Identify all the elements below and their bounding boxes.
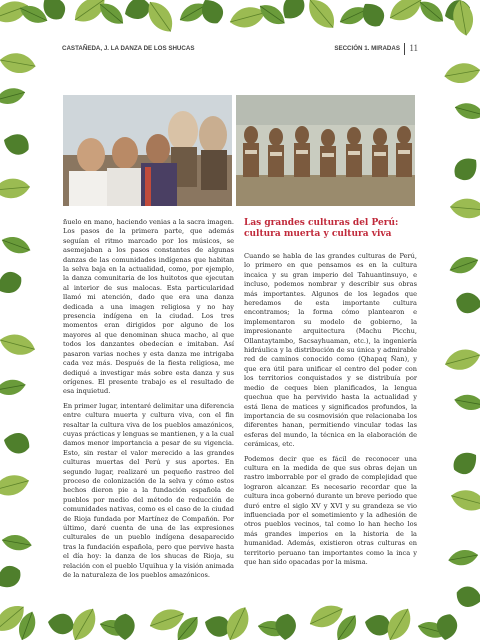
header-section: SECCIÓN 1. MIRADAS — [334, 45, 400, 52]
left-paragraph-2: En primer lugar, intentaré delimitar una diferencia entre cultura muerta y cultura viva, con el fin resaltar la cultura viva de los pueblos amazónicos, cuyas prácticas y lenguas se mantienen, y a la cual damos menor importancia a pesar de su vigencia. Esto, sin restar el valor merecido a las grandes culturas muertas del Perú y sus aportes. En segundo lugar, realizaré un pequeño rastreo del proceso de colonización de la selva y cómo estos hechos dieron pie a la fundación española de pueblos por medio del método de reducción de comunidades nativas, como es el caso de la ciudad de Rioja fundada por Martínez de Compañón. Por último, daré cuenta de una de las expresiones culturales de un pueblo indígena desaparecido tras la fundación española, pero que pervive hasta el día hoy: la danza de los shucas de Rioja, su relación con el pueblo Uquihua y la visión animada de la naturaleza de los pueblos amazónicos. — [63, 401, 234, 580]
section-heading-line-2: cultura muerta y cultura viva — [244, 229, 392, 239]
right-paragraph-2: Podemos decir que es fácil de reconocer una cultura en la medida de que sus obras dejan un rastro imborrable por el grado de complejidad que lograron alcanzar. Es necesario recordar que la cultura inca gobernó durante un breve periodo que duró entre el siglo XV y XVI y su grandeza se vio influenciada por el sometimiento y la adhesión de otros pueblos vecinos, tal como lo han hecho los más grandes imperios en la historia de la humanidad. Además, existieron otras culturas en territorio peruano tan importantes como la inca y que han sido opacadas por la misma. — [244, 454, 417, 566]
left-column — [63, 218, 234, 585]
top-leaves — [0, 0, 476, 37]
page-number: 11 — [409, 43, 418, 53]
right-column — [244, 252, 417, 572]
running-header — [62, 43, 418, 57]
section-heading — [244, 218, 419, 240]
section-heading-line-1: Las grandes culturas del Perú: — [244, 218, 399, 228]
left-leaves — [0, 50, 37, 591]
photo-dancers-portrait — [63, 95, 232, 206]
photo-dancers-portrait-image — [63, 95, 232, 206]
header-author-title: CASTAÑEDA, J. LA DANZA DE LOS SHUCAS — [62, 45, 195, 52]
right-paragraph-1: Cuando se habla de las grandes culturas de Perú, lo primero en que pensamos es en la cultura incaica y su gran imperio del Tahuantinsuyo, e incluso, podemos nombrar y describir sus obras más importantes. Algunos de los legados que heredamos de esta importante cultura encontramos; la forma cómo plantearon e implementaron su modelo de gobierno, la impresionante arquitectura (Machu Picchu, Ollantaytambo, Sacsayhuaman, etc.), la ingeniería hidráulica y la distribución de su única y admirable red de caminos conocido como (Qhapaq Ñan), y que era útil para unificar el centro del poder con los territorios conquistados y se distribuía por medio de ceques bien planificados, la lengua quechua que ha pervivido hasta la actualidad y está llena de matices y significados profundos, la importancia de su cosmovisión que relacionaba los diferentes hanan, permitiendo vincular todas las esferas del mundo, la técnica en la elaboración de cerámicas, etc. — [244, 252, 417, 449]
photo-dancers-row — [236, 95, 415, 206]
left-paragraph-1: ñuelo en mano, haciendo venias a la sacra imagen. Los pasos de la primera parte, que además seguían el ritmo marcado por los músicos, se asemejaban a los pasos constantes de algunas danzas de las comunidades indígenas que habitan la selva baja en la actualidad, como, por ejemplo, la danza comunitaria de los huitotos que ejecutan al interior de sus malocas. Esta particularidad llamó mi atención, dado que era una danza dedicada a una imagen religiosa y no hay presencia indígena en la ciudad. Los tres momentos eran dirigidos por alguno de los mayores al que denominan shuca macho, al que todos los danzantes obedecían e imitaban. Así pasaron varias noches y esta danza me intrigaba cada vez más. Después de la fiesta religiosa, me dediqué a investigar más sobre esta danza y sus orígenes. El presente trabajo es el resultado de esa inquietud. — [63, 218, 234, 396]
right-leaves — [443, 60, 480, 612]
header-divider — [404, 43, 405, 55]
bottom-leaves — [0, 599, 461, 640]
photo-dancers-row-image — [236, 95, 415, 206]
